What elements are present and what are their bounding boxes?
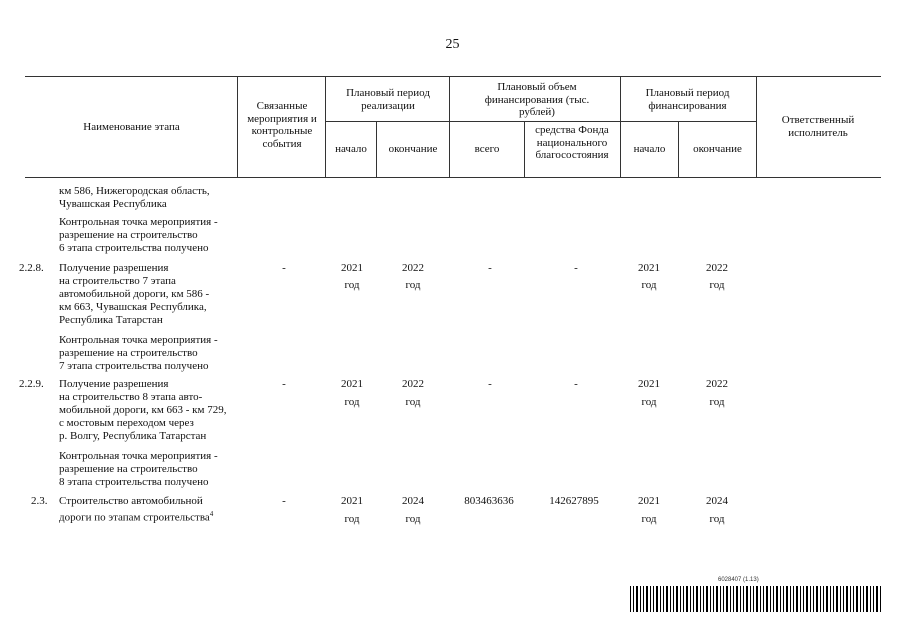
header-volume-fund: средства Фонда национального благосостояния bbox=[535, 124, 609, 161]
row-fin-start: 2021 bbox=[638, 495, 660, 507]
row-impl-start: 2021 bbox=[341, 495, 363, 507]
row-number: 2.2.9. bbox=[19, 378, 44, 390]
header-sub-border bbox=[325, 121, 756, 122]
header-impl-end: окончание bbox=[388, 143, 438, 155]
checkpoint-text: Контрольная точка мероприятия - разрешение на строительство 7 этапа строительства получено bbox=[59, 334, 218, 372]
row-impl-start-unit: год bbox=[344, 396, 360, 408]
row-related: - bbox=[282, 495, 286, 507]
row-number: 2.3. bbox=[31, 495, 48, 507]
header-divider bbox=[449, 76, 450, 177]
row-impl-end-unit: год bbox=[405, 396, 421, 408]
row-fin-start-unit: год bbox=[641, 513, 657, 525]
row-impl-end: 2022 bbox=[402, 262, 424, 274]
header-divider bbox=[620, 76, 621, 177]
row-fin-start-unit: год bbox=[641, 396, 657, 408]
header-impl-start: начало bbox=[335, 143, 367, 155]
header-period-impl: Плановый период реализации bbox=[346, 87, 430, 112]
row-fin-start-unit: год bbox=[641, 279, 657, 291]
row-related: - bbox=[282, 262, 286, 274]
row-fin-end-unit: год bbox=[709, 513, 725, 525]
row-number: 2.2.8. bbox=[19, 262, 44, 274]
row-impl-end-unit: год bbox=[405, 279, 421, 291]
header-period-fin: Плановый период финансирования bbox=[645, 87, 730, 112]
header-fin-end: окончание bbox=[693, 143, 742, 155]
header-divider bbox=[756, 76, 757, 177]
row-total: 803463636 bbox=[464, 495, 514, 507]
row-fin-end-unit: год bbox=[709, 396, 725, 408]
row-name: Получение разрешения на строительство 8 этапа авто- мобильной дороги, км 663 - км 729, с мостовым переходом через р. Волгу, Республика Татарстан bbox=[59, 378, 227, 442]
row-fund: - bbox=[574, 262, 578, 274]
row-fund: - bbox=[574, 378, 578, 390]
barcode-label: 6028407 (1.13) bbox=[718, 577, 759, 583]
row-fin-end: 2022 bbox=[706, 378, 728, 390]
row-related: - bbox=[282, 378, 286, 390]
continuation-text: км 586, Нижегородская область, Чувашская Республика bbox=[59, 185, 210, 210]
row-fin-end: 2022 bbox=[706, 262, 728, 274]
row-impl-end: 2022 bbox=[402, 378, 424, 390]
footnote-mark: 4 bbox=[209, 510, 214, 518]
row-impl-start-unit: год bbox=[344, 513, 360, 525]
row-impl-end: 2024 bbox=[402, 495, 424, 507]
header-divider bbox=[325, 76, 326, 177]
row-total: - bbox=[488, 262, 492, 274]
header-volume-total: всего bbox=[474, 143, 500, 155]
header-bottom-border bbox=[25, 177, 881, 178]
header-name: Наименование этапа bbox=[83, 121, 180, 133]
row-name-text: Строительство автомобильной дороги по этапам строительства bbox=[59, 495, 210, 524]
checkpoint-text: Контрольная точка мероприятия - разрешение на строительство 6 этапа строительства получено bbox=[59, 216, 218, 254]
header-volume: Плановый объем финансирования (тыс. рублей) bbox=[484, 81, 590, 118]
row-impl-start: 2021 bbox=[341, 262, 363, 274]
row-total: - bbox=[488, 378, 492, 390]
row-impl-start: 2021 bbox=[341, 378, 363, 390]
page-number: 25 bbox=[445, 37, 460, 52]
header-fin-start: начало bbox=[633, 143, 666, 155]
header-top-border bbox=[25, 76, 881, 77]
row-name: Получение разрешения на строительство 7 этапа автомобильной дороги, км 586 - км 663, Чувашская Республика, Республика Татарстан bbox=[59, 262, 210, 326]
header-divider bbox=[237, 76, 238, 177]
header-responsible: Ответственный исполнитель bbox=[781, 114, 855, 139]
row-fund: 142627895 bbox=[549, 495, 599, 507]
row-name bbox=[59, 495, 213, 525]
header-related: Связанные мероприятия и контрольные события bbox=[247, 100, 317, 150]
header-divider bbox=[524, 121, 525, 177]
row-impl-start-unit: год bbox=[344, 279, 360, 291]
row-fin-end-unit: год bbox=[709, 279, 725, 291]
row-fin-start: 2021 bbox=[638, 378, 660, 390]
row-impl-end-unit: год bbox=[405, 513, 421, 525]
barcode-image bbox=[630, 586, 881, 612]
row-fin-start: 2021 bbox=[638, 262, 660, 274]
row-fin-end: 2024 bbox=[706, 495, 728, 507]
checkpoint-text: Контрольная точка мероприятия - разрешение на строительство 8 этапа строительства получено bbox=[59, 450, 218, 488]
